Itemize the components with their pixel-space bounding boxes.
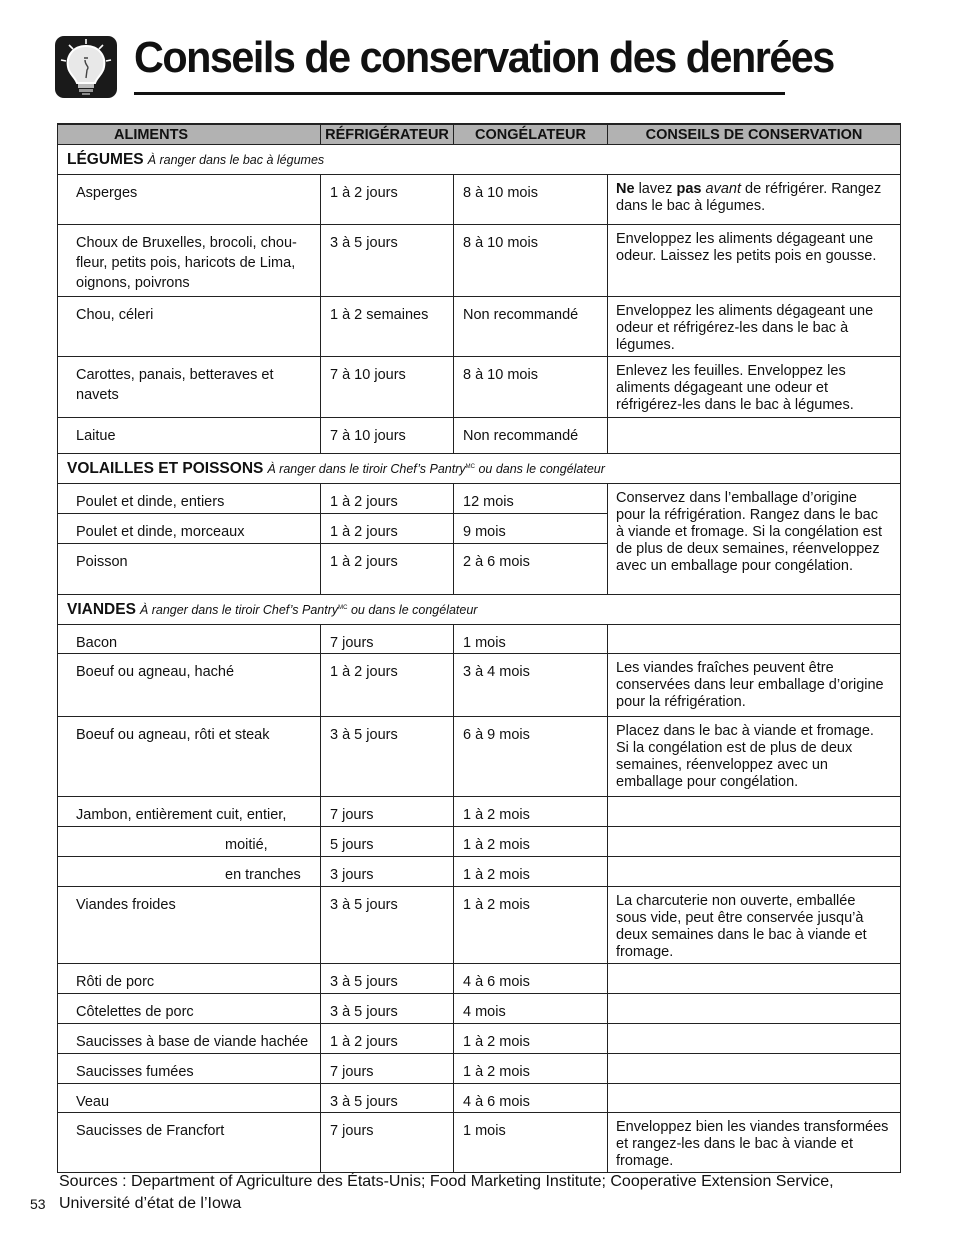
tip-segment: lavez <box>634 181 677 197</box>
food-cell: Veau <box>58 1084 321 1113</box>
tip-cell: Enveloppez les aliments dégageant une odeur. Laissez les petits pois en gousse. <box>608 225 901 297</box>
fridge-cell: 3 à 5 jours <box>321 1084 454 1113</box>
fridge-cell: 3 à 5 jours <box>321 225 454 297</box>
trademark-mark: MC <box>338 604 348 611</box>
food-cell: moitié, <box>58 827 321 857</box>
table-row <box>58 418 901 454</box>
table-row <box>58 964 901 994</box>
food-cell: Chou, céleri <box>58 297 321 357</box>
lightbulb-icon <box>55 36 117 98</box>
category-cell <box>58 595 901 625</box>
fridge-cell: 7 à 10 jours <box>321 418 454 454</box>
tip-cell <box>608 1024 901 1054</box>
page-title: Conseils de conservation des denrées <box>134 33 834 82</box>
tip-cell <box>608 964 901 994</box>
header-refrigerateur: RÉFRIGÉRATEUR <box>321 124 454 145</box>
tip-cell <box>608 418 901 454</box>
table-row <box>58 797 901 827</box>
category-note-text: À ranger dans le bac à légumes <box>147 153 325 167</box>
food-cell: Saucisses fumées <box>58 1054 321 1084</box>
category-note <box>267 462 605 476</box>
food-cell: Carottes, panais, betteraves et navets <box>58 357 321 418</box>
food-cell: Côtelettes de porc <box>58 994 321 1024</box>
tip-cell: Placez dans le bac à viande et fromage. Si la congélation est de plus de deux semaines, réenveloppez avec un emballage pour congélation. <box>608 717 901 797</box>
category-row <box>58 595 901 625</box>
freezer-cell: 9 mois <box>454 514 608 544</box>
freezer-cell: Non recommandé <box>454 297 608 357</box>
sources-line-2: Université d’état de l’Iowa <box>59 1195 242 1212</box>
freezer-cell: 8 à 10 mois <box>454 357 608 418</box>
table-row <box>58 857 901 887</box>
table-row <box>58 1054 901 1084</box>
fridge-cell: 3 à 5 jours <box>321 994 454 1024</box>
tip-cell: Enveloppez les aliments dégageant une odeur et réfrigérez-les dans le bac à légumes. <box>608 297 901 357</box>
freezer-cell: 4 à 6 mois <box>454 1084 608 1113</box>
freezer-cell: 12 mois <box>454 484 608 514</box>
table-header <box>58 124 901 145</box>
sources-note <box>59 1171 834 1215</box>
tip-segment: avant <box>705 181 741 197</box>
table-row <box>58 654 901 717</box>
tip-cell: La charcuterie non ouverte, emballée sous vide, peut être conservée jusqu’à deux semaines dans le bac à viande et fromage. <box>608 887 901 964</box>
trademark-mark: MC <box>465 463 475 470</box>
food-cell: Asperges <box>58 175 321 225</box>
table-row <box>58 297 901 357</box>
fridge-cell: 1 à 2 jours <box>321 175 454 225</box>
table-row <box>58 827 901 857</box>
food-cell: Rôti de porc <box>58 964 321 994</box>
fridge-cell: 7 à 10 jours <box>321 357 454 418</box>
fridge-cell: 3 à 5 jours <box>321 887 454 964</box>
category-note-suffix: ou dans le congélateur <box>474 462 605 476</box>
tip-segment: pas <box>676 181 702 197</box>
food-cell: en tranches <box>58 857 321 887</box>
food-cell: Choux de Bruxelles, brocoli, chou-fleur, petits pois, haricots de Lima, oignons, poivrons <box>58 225 321 297</box>
freezer-cell: 1 à 2 mois <box>454 797 608 827</box>
fridge-cell: 3 à 5 jours <box>321 964 454 994</box>
tip-cell <box>608 1084 901 1113</box>
food-cell: Saucisses de Francfort <box>58 1113 321 1173</box>
food-cell: Poulet et dinde, morceaux <box>58 514 321 544</box>
fridge-cell: 1 à 2 jours <box>321 514 454 544</box>
freezer-cell: Non recommandé <box>454 418 608 454</box>
category-note-suffix: ou dans le congélateur <box>347 603 478 617</box>
fridge-cell: 1 à 2 semaines <box>321 297 454 357</box>
food-cell: Bacon <box>58 625 321 654</box>
freezer-cell: 3 à 4 mois <box>454 654 608 717</box>
tip-cell <box>608 1054 901 1084</box>
table-row <box>58 717 901 797</box>
food-cell: Boeuf ou agneau, haché <box>58 654 321 717</box>
header-congelateur: CONGÉLATEUR <box>454 124 608 145</box>
fridge-cell: 1 à 2 jours <box>321 544 454 595</box>
freezer-cell: 4 mois <box>454 994 608 1024</box>
table-row <box>58 1024 901 1054</box>
title-rule <box>134 92 785 95</box>
category-name: VOLAILLES ET POISSONS <box>67 460 264 477</box>
tip-cell <box>608 797 901 827</box>
freezer-cell: 8 à 10 mois <box>454 175 608 225</box>
food-cell: Laitue <box>58 418 321 454</box>
fridge-cell: 5 jours <box>321 827 454 857</box>
fridge-cell: 7 jours <box>321 797 454 827</box>
storage-table-container <box>57 123 900 1173</box>
fridge-cell: 7 jours <box>321 1113 454 1173</box>
tip-cell <box>608 857 901 887</box>
category-note <box>148 153 325 167</box>
fridge-cell: 1 à 2 jours <box>321 484 454 514</box>
category-note-text: À ranger dans le tiroir Chef’s Pantry <box>139 603 339 617</box>
storage-table <box>57 123 901 1173</box>
food-cell: Jambon, entièrement cuit, entier, <box>58 797 321 827</box>
sources-line-1: Sources : Department of Agriculture des États-Unis; Food Marketing Institute; Cooperative Extension Service, <box>59 1173 834 1190</box>
page-number: 53 <box>30 1196 46 1212</box>
freezer-cell: 4 à 6 mois <box>454 964 608 994</box>
table-row <box>58 887 901 964</box>
freezer-cell: 8 à 10 mois <box>454 225 608 297</box>
freezer-cell: 1 à 2 mois <box>454 1054 608 1084</box>
freezer-cell: 1 à 2 mois <box>454 887 608 964</box>
food-cell: Poisson <box>58 544 321 595</box>
category-note <box>140 603 478 617</box>
tip-cell <box>608 625 901 654</box>
category-name: VIANDES <box>67 601 136 618</box>
table-row <box>58 484 901 514</box>
food-cell: Boeuf ou agneau, rôti et steak <box>58 717 321 797</box>
header-conseils: CONSEILS DE CONSERVATION <box>608 124 901 145</box>
category-cell <box>58 454 901 484</box>
freezer-cell: 2 à 6 mois <box>454 544 608 595</box>
tip-segment: de réfrigérer. Rangez dans le bac à légumes. <box>616 181 882 214</box>
fridge-cell: 1 à 2 jours <box>321 1024 454 1054</box>
tip-cell: Les viandes fraîches peuvent être conservées dans leur emballage d’origine pour la réfrigération. <box>608 654 901 717</box>
table-row <box>58 175 901 225</box>
fridge-cell: 7 jours <box>321 625 454 654</box>
freezer-cell: 6 à 9 mois <box>454 717 608 797</box>
tip-cell <box>608 827 901 857</box>
fridge-cell: 7 jours <box>321 1054 454 1084</box>
freezer-cell: 1 à 2 mois <box>454 857 608 887</box>
table-row <box>58 1113 901 1173</box>
food-cell: Viandes froides <box>58 887 321 964</box>
tip-segment: Ne <box>616 181 635 197</box>
tip-cell: Conservez dans l’emballage d’origine pour la réfrigération. Rangez dans le bac à viande et fromage. Si la congélation est de plus de deux semaines, réenveloppez avec un emballage pour congélation. <box>608 484 901 595</box>
category-row <box>58 454 901 484</box>
table-row <box>58 1084 901 1113</box>
table-row <box>58 357 901 418</box>
table-row <box>58 625 901 654</box>
tip-cell: Enlevez les feuilles. Enveloppez les aliments dégageant une odeur et réfrigérez-les dans le bac à légumes. <box>608 357 901 418</box>
category-row <box>58 145 901 175</box>
header-aliments: ALIMENTS <box>58 124 321 145</box>
freezer-cell: 1 à 2 mois <box>454 1024 608 1054</box>
tip-cell <box>608 175 901 225</box>
fridge-cell: 3 à 5 jours <box>321 717 454 797</box>
fridge-cell: 3 jours <box>321 857 454 887</box>
freezer-cell: 1 mois <box>454 625 608 654</box>
category-name: LÉGUMES <box>67 151 144 168</box>
food-cell: Saucisses à base de viande hachée <box>58 1024 321 1054</box>
freezer-cell: 1 mois <box>454 1113 608 1173</box>
freezer-cell: 1 à 2 mois <box>454 827 608 857</box>
category-note-text: À ranger dans le tiroir Chef’s Pantry <box>267 462 466 476</box>
food-cell: Poulet et dinde, entiers <box>58 484 321 514</box>
table-row <box>58 994 901 1024</box>
tip-cell: Enveloppez bien les viandes transformées et rangez-les dans le bac à viande et fromage. <box>608 1113 901 1173</box>
table-row <box>58 225 901 297</box>
fridge-cell: 1 à 2 jours <box>321 654 454 717</box>
category-cell <box>58 145 901 175</box>
tip-cell <box>608 994 901 1024</box>
